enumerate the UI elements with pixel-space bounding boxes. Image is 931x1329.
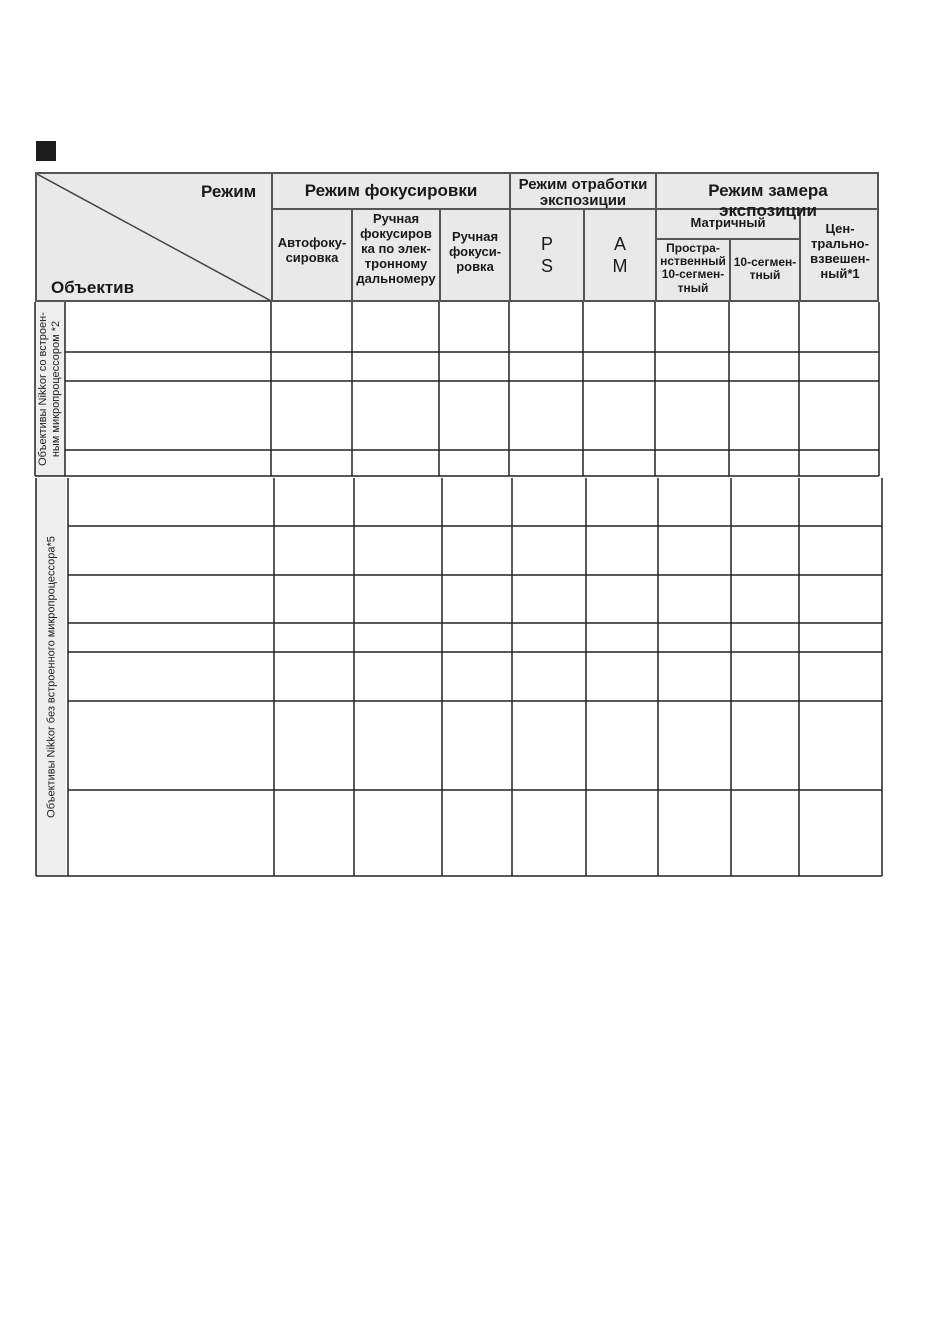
group-focus-mode: Режим фокусировки xyxy=(304,181,478,200)
corner-mode-label: Режим xyxy=(201,182,257,201)
side-label-cpu: Объективы Nikkor со встроен- ным микропроцессором *2 xyxy=(36,312,62,466)
col-center-weighted: Цен- трально- взвешен- ный*1 xyxy=(810,221,870,281)
col-matrix: Матричный xyxy=(690,215,766,230)
corner-lens-label: Объектив xyxy=(51,278,135,297)
col-manual-rangefinder: Ручная фокусиров ка по элек- тронному дальномеру xyxy=(356,211,436,286)
col-p-s: P S xyxy=(540,234,553,276)
group-exposure-mode: Режим отработки экспозиции xyxy=(518,176,648,209)
col-matrix-3d: Простра- нственный 10-сегмен- тный xyxy=(660,241,726,295)
col-matrix-10: 10-сегмен- тный xyxy=(733,255,797,283)
side-label-non-cpu: Объективы Nikkor без встроенного микропроцессора*5 xyxy=(45,536,58,818)
col-a-m: A M xyxy=(612,234,628,276)
col-autofocus: Автофоку- сировка xyxy=(277,235,347,265)
group-metering-mode: Режим замера экспозиции xyxy=(708,181,828,220)
col-manual-focus: Ручная фокуси- ровка xyxy=(448,229,502,274)
